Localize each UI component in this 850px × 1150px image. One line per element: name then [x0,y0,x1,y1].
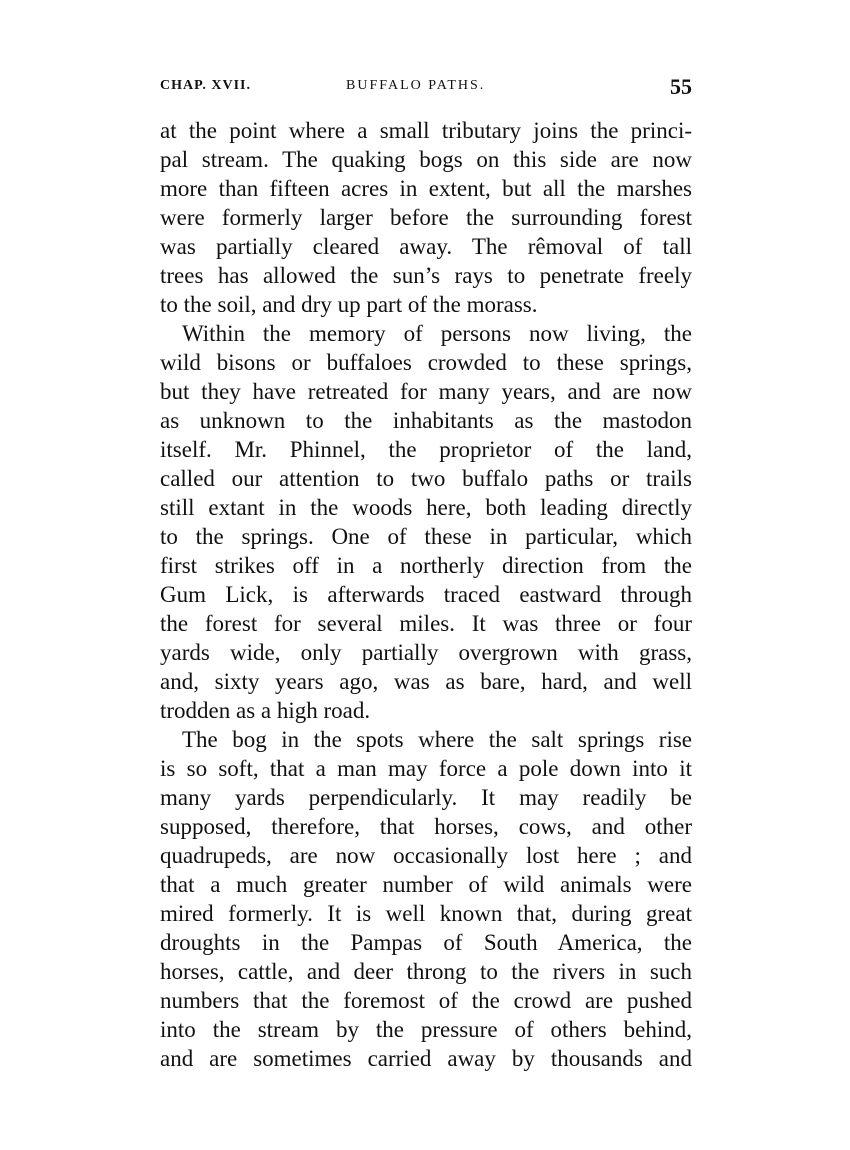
text-line: trees has allowed the sun’s rays to penetrate freely [160,263,692,288]
chapter-label: CHAP. XVII. [160,78,251,93]
text-line: to the springs. One of these in particular, which [160,524,692,549]
text-line: that a much greater number of wild animals were [160,872,692,897]
text-line: yards wide, only partially overgrown with grass, [160,640,692,665]
text-line: pal stream. The quaking bogs on this side are now [160,147,692,172]
text-line: is so soft, that a man may force a pole down into it [160,756,692,781]
text-line: itself. Mr. Phinnel, the proprietor of the land, [160,437,692,462]
text-line: horses, cattle, and deer throng to the rivers in such [160,959,692,984]
text-line: Within the memory of persons now living, the [182,321,692,346]
text-line: to the soil, and dry up part of the morass. [160,292,538,317]
text-line: more than fifteen acres in extent, but all the marshes [160,176,692,201]
text-line: at the point where a small tributary joins the princi- [160,118,692,143]
text-line: quadrupeds, are now occasionally lost here ; and [160,843,692,868]
body-text [160,116,692,1073]
page-number: 55 [670,74,692,99]
text-line: and, sixty years ago, was as bare, hard, and well [160,669,692,694]
text-line: wild bisons or buffaloes crowded to these springs, [160,350,692,375]
running-head [160,74,692,104]
text-line: were formerly larger before the surrounding forest [160,205,692,230]
text-line: into the stream by the pressure of others behind, [160,1017,692,1042]
text-line: first strikes off in a northerly direction from the [160,553,692,578]
text-line: The bog in the spots where the salt springs rise [182,727,692,752]
text-line: but they have retreated for many years, and are now [160,379,692,404]
text-line: Gum Lick, is afterwards traced eastward through [160,582,692,607]
text-line: and are sometimes carried away by thousands and [160,1046,692,1071]
text-line: mired formerly. It is well known that, during great [160,901,692,926]
text-line: called our attention to two buffalo paths or trails [160,466,692,491]
text-line: many yards perpendicularly. It may readily be [160,785,692,810]
text-line: as unknown to the inhabitants as the mastodon [160,408,692,433]
running-title: BUFFALO PATHS. [346,78,486,93]
text-line: was partially cleared away. The rêmoval of tall [160,234,692,259]
text-line: trodden as a high road. [160,698,371,723]
text-line: supposed, therefore, that horses, cows, and other [160,814,692,839]
text-line: the forest for several miles. It was three or four [160,611,692,636]
text-line: still extant in the woods here, both leading directly [160,495,692,520]
text-line: droughts in the Pampas of South America, the [160,930,692,955]
text-line: numbers that the foremost of the crowd are pushed [160,988,692,1013]
